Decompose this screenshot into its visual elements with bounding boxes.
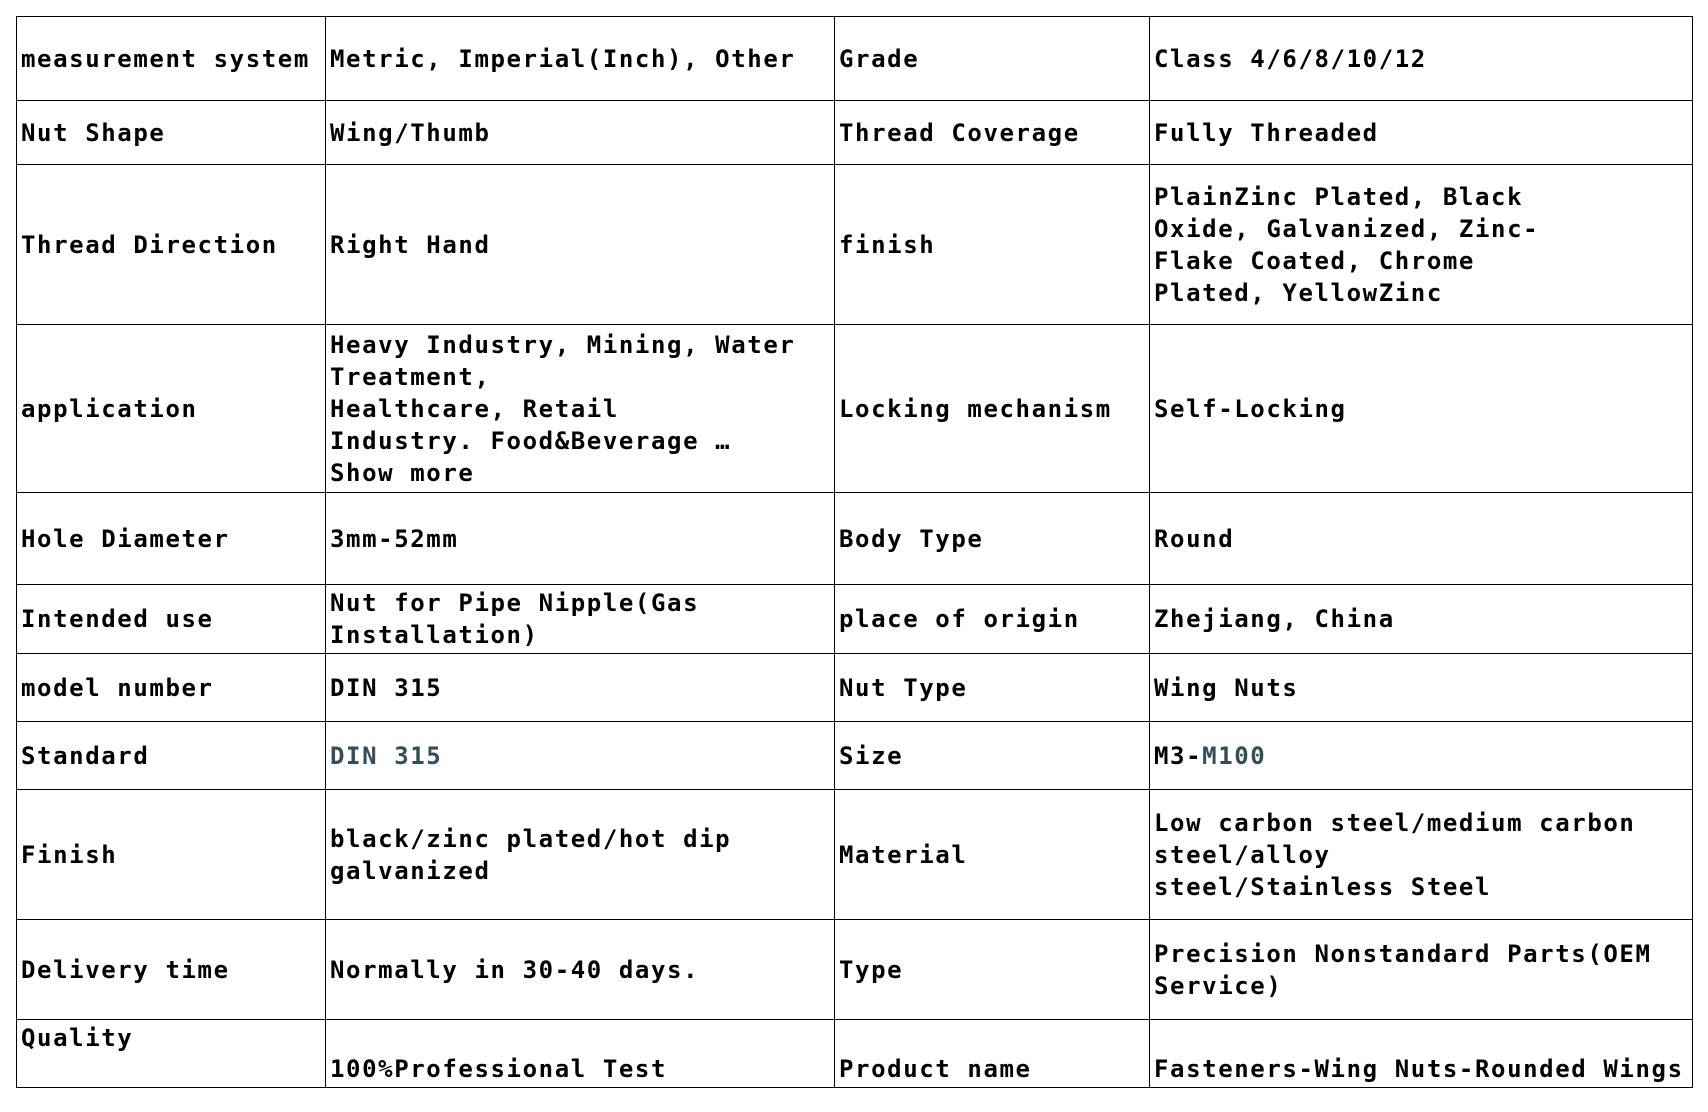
spec-value: Zhejiang, China [1150, 585, 1693, 654]
spec-value: PlainZinc Plated, Black Oxide, Galvanized, Zinc- Flake Coated, Chrome Plated, YellowZinc [1150, 165, 1693, 325]
spec-label: Grade [835, 17, 1150, 101]
spec-value: Heavy Industry, Mining, Water Treatment, Healthcare, Retail Industry. Food&Beverage … [330, 330, 796, 455]
spec-label: Hole Diameter [17, 493, 326, 585]
spec-label: application [17, 325, 326, 493]
spec-label: Standard [17, 722, 326, 790]
spec-value: DIN 315 [326, 722, 835, 790]
table-row [17, 585, 1693, 654]
spec-value: 3mm-52mm [326, 493, 835, 585]
spec-value: Metric, Imperial(Inch), Other [326, 17, 835, 101]
spec-label: Size [835, 722, 1150, 790]
spec-label: finish [835, 165, 1150, 325]
spec-value: Nut for Pipe Nipple(Gas Installation) [326, 585, 835, 654]
spec-label: Body Type [835, 493, 1150, 585]
spec-label: Quality [17, 1020, 326, 1088]
spec-value: Wing Nuts [1150, 654, 1693, 722]
spec-label: Thread Coverage [835, 101, 1150, 165]
spec-value: black/zinc plated/hot dip galvanized [326, 790, 835, 920]
table-row [17, 165, 1693, 325]
spec-label: place of origin [835, 585, 1150, 654]
table-row [17, 17, 1693, 101]
spec-value: Round [1150, 493, 1693, 585]
table-row [17, 1020, 1693, 1088]
table-row [17, 101, 1693, 165]
spec-label: Thread Direction [17, 165, 326, 325]
spec-label: Delivery time [17, 920, 326, 1020]
spec-value: DIN 315 [326, 654, 835, 722]
spec-value: Fasteners-Wing Nuts-Rounded Wings [1150, 1020, 1693, 1088]
spec-label: Intended use [17, 585, 326, 654]
spec-label: Nut Shape [17, 101, 326, 165]
spec-value-cell [326, 325, 835, 493]
spec-label: Material [835, 790, 1150, 920]
table-row [17, 722, 1693, 790]
spec-label: measurement system [17, 17, 326, 101]
table-row [17, 920, 1693, 1020]
spec-value: Low carbon steel/medium carbon steel/alloy steel/Stainless Steel [1150, 790, 1693, 920]
specification-table [16, 16, 1693, 1088]
spec-value: Normally in 30-40 days. [326, 920, 835, 1020]
spec-value: 100%Professional Test [326, 1020, 835, 1088]
table-row [17, 493, 1693, 585]
spec-value-cell [1150, 722, 1693, 790]
spec-value-prefix: M3- [1154, 741, 1203, 770]
spec-value: Right Hand [326, 165, 835, 325]
show-more-link[interactable]: Show more [330, 458, 475, 487]
spec-label: model number [17, 654, 326, 722]
spec-value: Fully Threaded [1150, 101, 1693, 165]
spec-label: Type [835, 920, 1150, 1020]
spec-label: Finish [17, 790, 326, 920]
spec-value: Class 4/6/8/10/12 [1150, 17, 1693, 101]
spec-value: Self-Locking [1150, 325, 1693, 493]
table-row [17, 654, 1693, 722]
spec-value-accent: M100 [1202, 741, 1267, 770]
spec-label: Product name [835, 1020, 1150, 1088]
spec-label: Locking mechanism [835, 325, 1150, 493]
spec-value: Precision Nonstandard Parts(OEM Service) [1150, 920, 1693, 1020]
spec-label: Nut Type [835, 654, 1150, 722]
table-row [17, 325, 1693, 493]
spec-value: Wing/Thumb [326, 101, 835, 165]
table-row [17, 790, 1693, 920]
